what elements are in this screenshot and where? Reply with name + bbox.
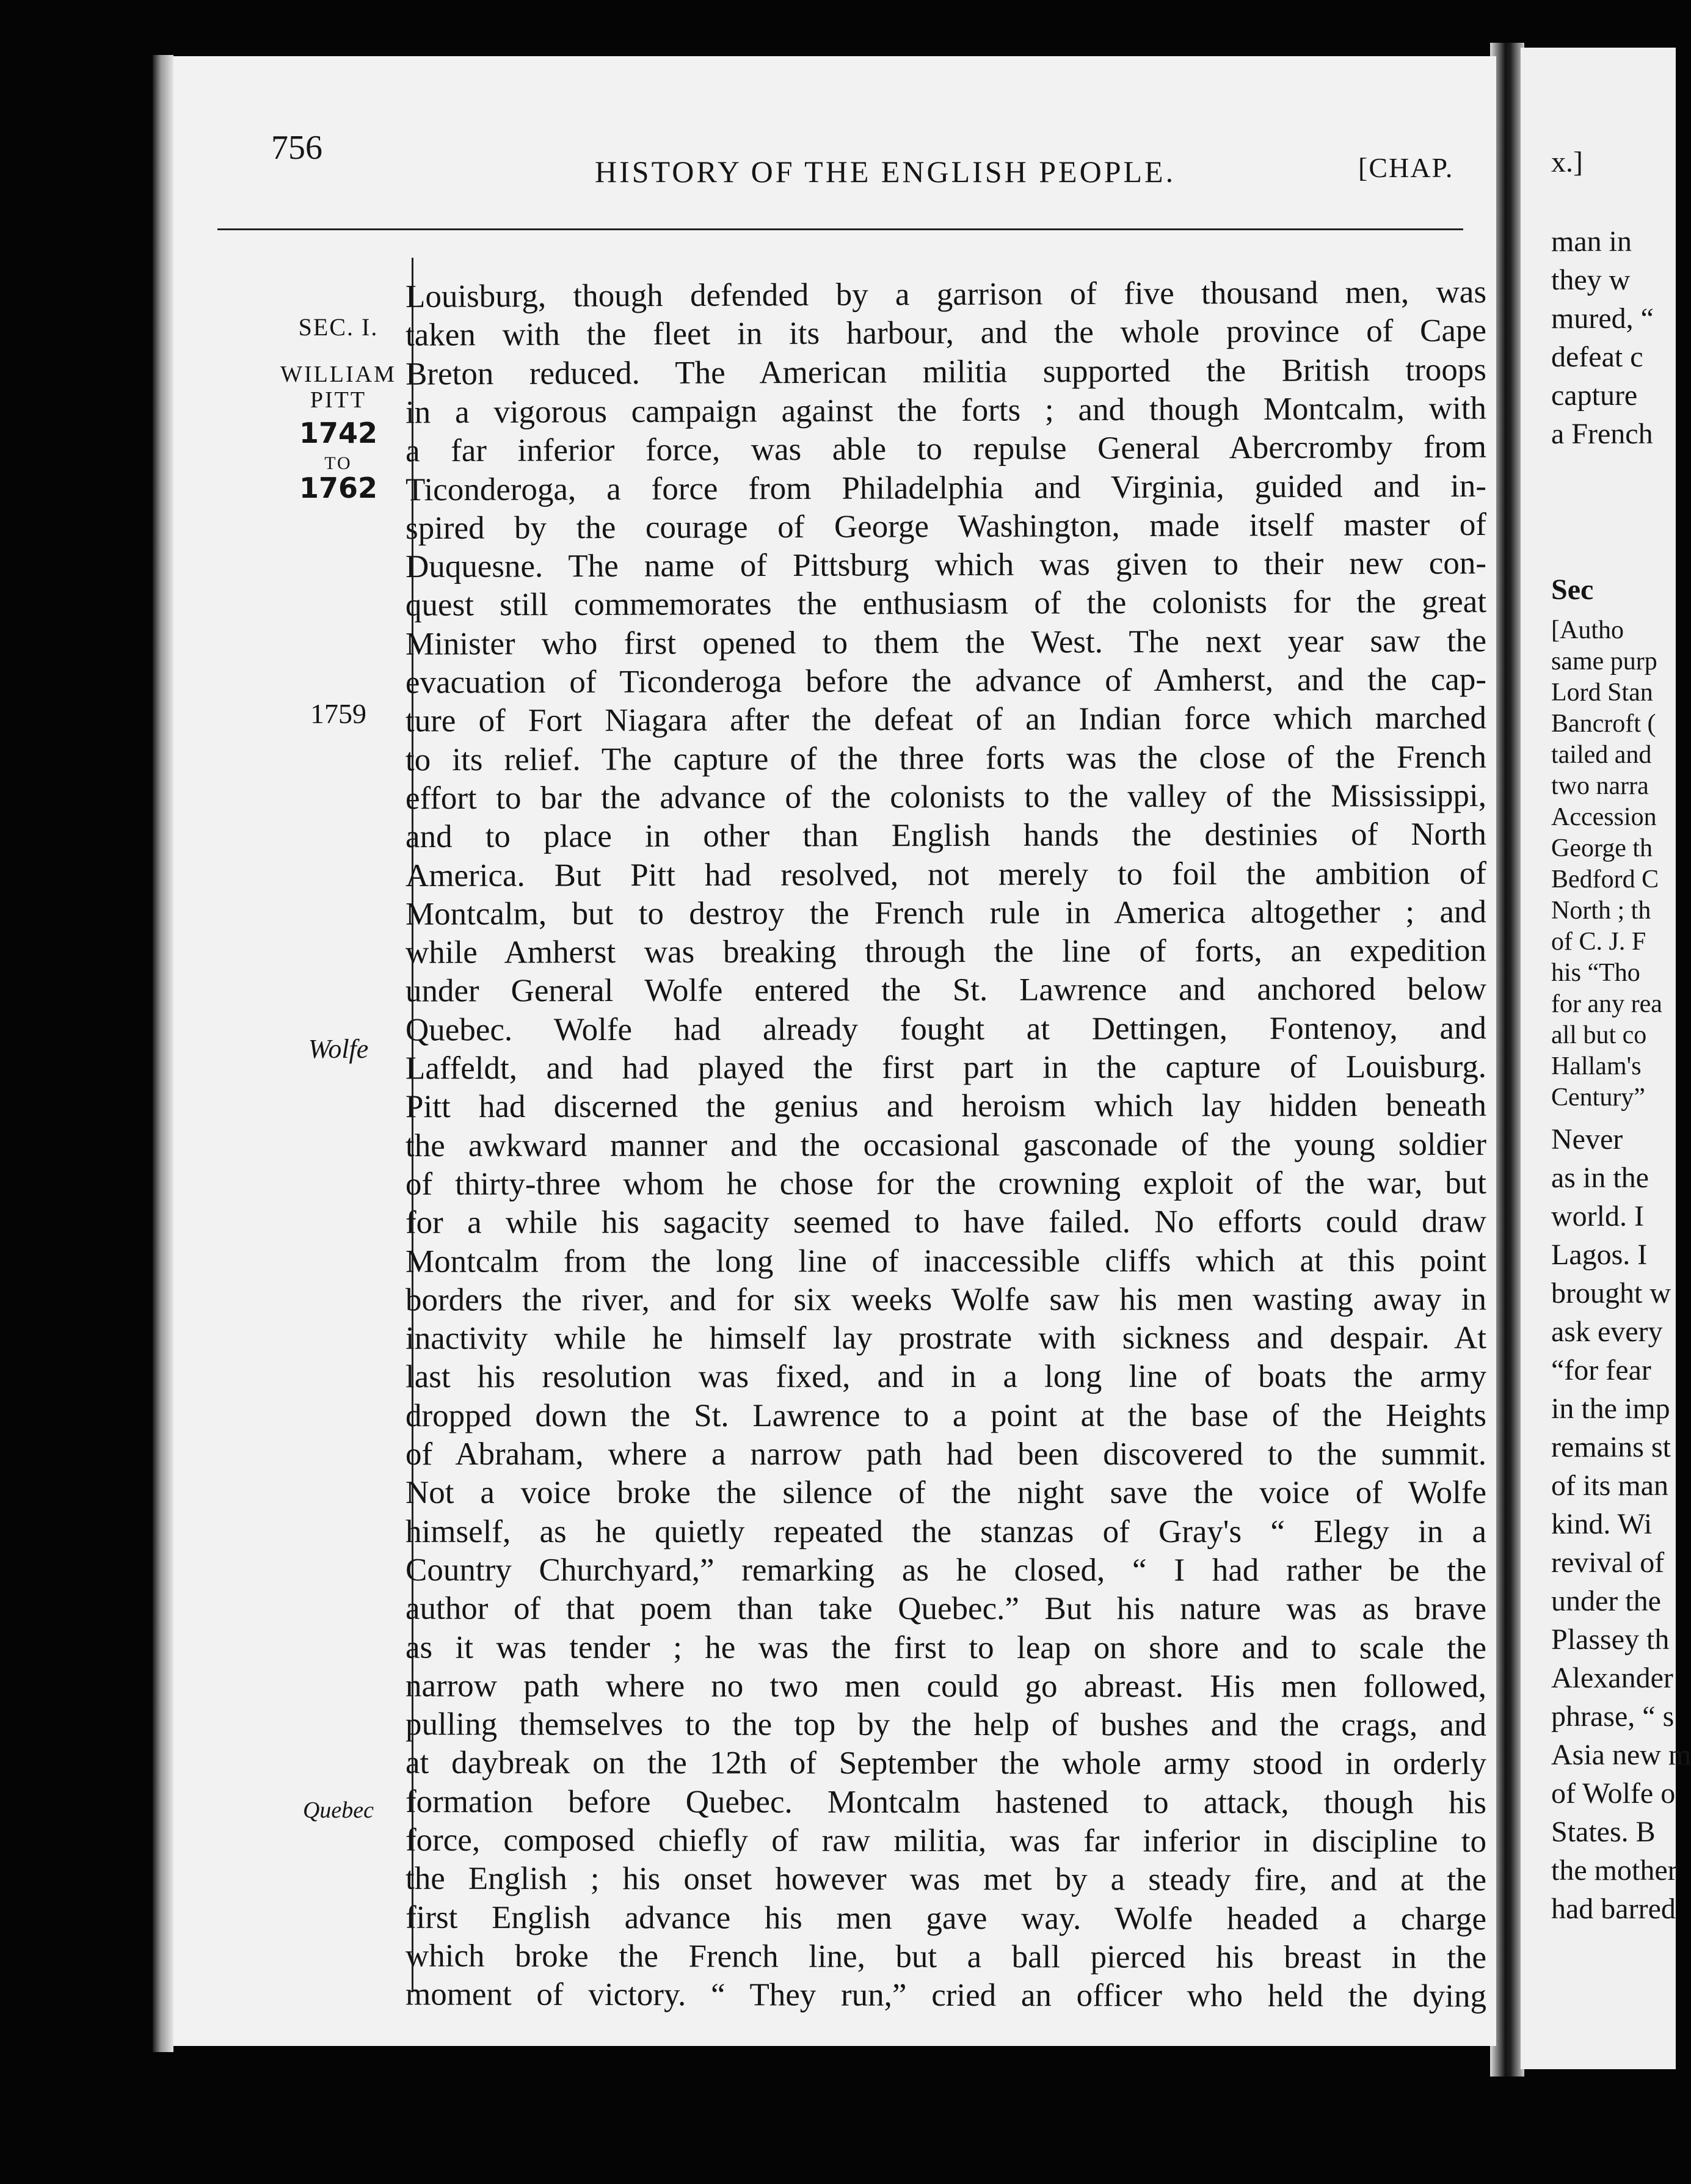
fragment-line: had barred bbox=[1551, 1893, 1676, 1925]
running-title: HISTORY OF THE ENGLISH PEOPLE. bbox=[595, 155, 1176, 189]
text-line: as it was tender ; he was the first to leap on shore and to scale the bbox=[405, 1629, 1487, 1665]
fragment-line: mured, “ bbox=[1551, 302, 1654, 335]
margin-year-note: 1759 bbox=[310, 698, 366, 729]
text-line: Minister who first opened to them the West. The next year saw the bbox=[405, 622, 1487, 662]
text-line: Not a voice broke the silence of the night save the voice of Wolfe bbox=[405, 1475, 1487, 1511]
text-line: the English ; his onset however was met by a steady fire, and at the bbox=[405, 1861, 1487, 1898]
year-to: TO bbox=[324, 453, 352, 473]
fragment-line: all but co bbox=[1551, 1021, 1647, 1049]
fragment-line: of C. J. F bbox=[1551, 928, 1646, 956]
text-line: which broke the French line, but a ball pierced his breast in the bbox=[405, 1938, 1487, 1976]
book-edge bbox=[153, 55, 173, 2052]
fragment-line: kind. Wi bbox=[1551, 1508, 1653, 1540]
margin-note-wolfe: Wolfe bbox=[308, 1034, 369, 1064]
text-line: spired by the courage of George Washington, made itself master of bbox=[405, 506, 1487, 546]
text-line: force, composed chiefly of raw militia, was far inferior in discipline to bbox=[405, 1822, 1487, 1860]
fragment-line: [Autho bbox=[1551, 616, 1624, 644]
text-line: Montcalm from the long line of inaccessible cliffs which at this point bbox=[405, 1242, 1487, 1279]
text-line: last his resolution was fixed, and in a long line of boats the army bbox=[405, 1358, 1487, 1395]
left-page bbox=[173, 56, 1496, 2046]
text-line: pulling themselves to the top by the help of bushes and the crags, and bbox=[405, 1706, 1487, 1743]
fragment-line: tailed and bbox=[1551, 741, 1652, 769]
fragment-line: two narra bbox=[1551, 772, 1649, 800]
year-start: 1742 bbox=[299, 417, 378, 450]
year-end: 1762 bbox=[299, 471, 378, 504]
fragment-line: Lagos. I bbox=[1551, 1239, 1648, 1271]
fragment-line: brought w bbox=[1551, 1277, 1671, 1309]
fragment-line: man in bbox=[1551, 225, 1632, 258]
fragment-line: the mother bbox=[1551, 1854, 1678, 1887]
text-line: Ticonderoga, a force from Philadelphia and Virginia, guided and in- bbox=[405, 468, 1487, 508]
fragment-line: George th bbox=[1551, 834, 1653, 862]
text-line: a far inferior force, was able to repulse General Abercromby from bbox=[405, 429, 1487, 469]
text-line: moment of victory. “ They run,” cried an officer who held the dying bbox=[405, 1976, 1487, 2014]
fragment-line: Alexander bbox=[1551, 1662, 1673, 1694]
text-line: dropped down the St. Lawrence to a point at the base of the Heights bbox=[405, 1397, 1487, 1433]
text-line: America. But Pitt had resolved, not merely to foil the ambition of bbox=[405, 855, 1487, 894]
text-line: Pitt had discerned the genius and heroism which lay hidden beneath bbox=[405, 1088, 1487, 1125]
text-line: Quebec. Wolfe had already fought at Dettingen, Fontenoy, and bbox=[405, 1010, 1487, 1048]
fragment-line: they w bbox=[1551, 264, 1631, 296]
subject-line: PITT bbox=[310, 387, 367, 413]
fragment-line: Lord Stan bbox=[1551, 679, 1653, 707]
fragment-line: Accession bbox=[1551, 803, 1657, 831]
text-line: while Amherst was breaking through the line of forts, an expedition bbox=[405, 933, 1487, 970]
fragment-line: world. I bbox=[1551, 1200, 1644, 1232]
text-line: author of that poem than take Quebec.” But his nature was as brave bbox=[405, 1590, 1487, 1627]
section-label: SEC. I. bbox=[298, 313, 379, 341]
fragment-line: Never bbox=[1551, 1123, 1623, 1156]
text-line: effort to bar the advance of the colonists to the valley of the Mississippi, bbox=[405, 777, 1487, 817]
fragment-line: Bancroft ( bbox=[1551, 710, 1656, 738]
right-page-heading: Sec bbox=[1551, 573, 1594, 606]
text-line: Laffeldt, and had played the first part in the capture of Louisburg. bbox=[405, 1049, 1487, 1087]
text-line: to its relief. The capture of the three forts was the close of the French bbox=[405, 739, 1487, 777]
fragment-line: a French bbox=[1551, 418, 1653, 450]
fragment-line: defeat c bbox=[1551, 341, 1643, 373]
text-line: formation before Quebec. Montcalm hastened to attack, though his bbox=[405, 1783, 1487, 1821]
fragment-line: ask every bbox=[1551, 1316, 1663, 1348]
text-line: in a vigorous campaign against the forts ; and though Montcalm, with bbox=[405, 390, 1487, 431]
subject-line: WILLIAM bbox=[280, 362, 396, 387]
text-line: inactivity while he himself lay prostrate with sickness and despair. At bbox=[405, 1320, 1487, 1356]
text-line: Duquesne. The name of Pittsburg which was given to their new con- bbox=[405, 545, 1487, 585]
right-page bbox=[1521, 48, 1691, 2069]
fragment-line: “for fear bbox=[1551, 1354, 1651, 1386]
text-line: evacuation of Ticonderoga before the advance of Amherst, and the cap- bbox=[405, 661, 1487, 701]
margin-note-quebec: Quebec bbox=[302, 1797, 374, 1823]
text-line: for a while his sagacity seemed to have failed. No efforts could draw bbox=[405, 1204, 1487, 1241]
fragment-line: North ; th bbox=[1551, 897, 1651, 925]
fragment-line: same purp bbox=[1551, 647, 1657, 675]
text-line: of thirty-three whom he chose for the crowning exploit of the war, but bbox=[405, 1165, 1487, 1202]
text-line: and to place in other than English hands the destinies of North bbox=[405, 817, 1487, 855]
fragment-line: Asia new m bbox=[1551, 1739, 1691, 1771]
text-line: under General Wolfe entered the St. Lawrence and anchored below bbox=[405, 971, 1487, 1010]
fragment-line: his “Tho bbox=[1551, 959, 1640, 987]
text-line: of Abraham, where a narrow path had been discovered to the summit. bbox=[405, 1436, 1487, 1472]
text-line: Breton reduced. The American militia supported the British troops bbox=[405, 351, 1487, 392]
fragment-line: Century” bbox=[1551, 1083, 1645, 1112]
header-rule bbox=[217, 228, 1463, 230]
text-line: Louisburg, though defended by a garrison of five thousand men, was bbox=[405, 274, 1487, 315]
right-page-header: x.] bbox=[1551, 146, 1583, 178]
fragment-line: as in the bbox=[1551, 1162, 1649, 1194]
fragment-line: Bedford C bbox=[1551, 865, 1659, 894]
fragment-line: of Wolfe o bbox=[1551, 1777, 1676, 1810]
text-line: the awkward manner and the occasional gasconade of the young soldier bbox=[405, 1126, 1487, 1163]
text-line: himself, as he quietly repeated the stanzas of Gray's “ Elegy in a bbox=[405, 1513, 1487, 1549]
fragment-line: revival of bbox=[1551, 1546, 1665, 1579]
chapter-label: [CHAP. bbox=[1358, 152, 1454, 183]
text-line: at daybreak on the 12th of September the whole army stood in orderly bbox=[405, 1745, 1487, 1782]
fragment-line: States. B bbox=[1551, 1816, 1656, 1848]
fragment-line: of its man bbox=[1551, 1469, 1668, 1502]
text-line: quest still commemorates the enthusiasm of the colonists for the great bbox=[405, 584, 1487, 624]
fragment-line: Hallam's bbox=[1551, 1052, 1642, 1080]
page-number: 756 bbox=[271, 129, 322, 167]
fragment-line: in the imp bbox=[1551, 1392, 1670, 1425]
fragment-line: phrase, “ s bbox=[1551, 1700, 1675, 1733]
fragment-line: capture bbox=[1551, 379, 1638, 412]
text-line: Country Churchyard,” remarking as he closed, “ I had rather be the bbox=[405, 1552, 1487, 1589]
fragment-line: for any rea bbox=[1551, 990, 1662, 1018]
text-line: ture of Fort Niagara after the defeat of an Indian force which marched bbox=[405, 700, 1487, 739]
text-line: taken with the fleet in its harbour, and the whole province of Cape bbox=[405, 313, 1487, 354]
fragment-line: remains st bbox=[1551, 1431, 1671, 1463]
text-line: narrow path where no two men could go abreast. His men followed, bbox=[405, 1668, 1487, 1705]
fragment-line: Plassey th bbox=[1551, 1623, 1670, 1656]
text-line: Montcalm, but to destroy the French rule in America altogether ; and bbox=[405, 894, 1487, 932]
text-line: borders the river, and for six weeks Wolfe saw his men wasting away in bbox=[405, 1281, 1487, 1318]
fragment-line: under the bbox=[1551, 1585, 1661, 1617]
text-line: first English advance his men gave way. Wolfe headed a charge bbox=[405, 1899, 1487, 1937]
